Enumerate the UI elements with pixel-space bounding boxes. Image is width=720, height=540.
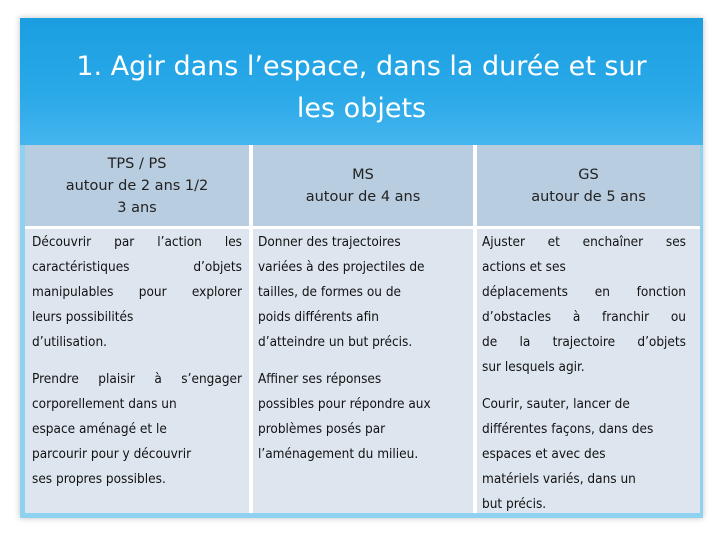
header-ms-label: MS bbox=[352, 167, 374, 183]
cell-ms-objectif-2 bbox=[258, 367, 470, 467]
text-line: d’obstacles à franchir ou bbox=[482, 309, 686, 325]
text-line: sur lesquels agir. bbox=[482, 359, 585, 375]
header-tps-ps-label: TPS / PS bbox=[107, 156, 167, 172]
text-line: de la trajectoire d’objets bbox=[482, 334, 686, 350]
text-line: caractéristiques d’objets bbox=[32, 259, 242, 275]
text-line: Courir, sauter, lancer de bbox=[482, 396, 630, 412]
text-line: espace aménagé et le bbox=[32, 421, 167, 437]
header-gs-age: autour de 5 ans bbox=[531, 189, 646, 205]
text-line: Découvrir par l’action les bbox=[32, 234, 242, 250]
text-line: différentes façons, dans des bbox=[482, 421, 654, 437]
text-line: poids différents afin bbox=[258, 309, 379, 325]
text-line: variées à des projectiles de bbox=[258, 259, 425, 275]
header-gs-label: GS bbox=[578, 167, 599, 183]
slide-title-line-2: les objets bbox=[296, 93, 427, 124]
text-line: problèmes posés par bbox=[258, 421, 386, 437]
text-line: matériels variés, dans un bbox=[482, 471, 636, 487]
cell-gs-objectif-2 bbox=[482, 392, 694, 517]
header-ms-age: autour de 4 ans bbox=[305, 189, 421, 205]
slide-title-line-1: 1. Agir dans l’espace, dans la durée et sur bbox=[76, 51, 647, 82]
text-line: parcourir pour y découvrir bbox=[32, 446, 192, 462]
text-line: d’atteindre un but précis. bbox=[258, 334, 413, 350]
text-line: d’utilisation. bbox=[32, 334, 108, 350]
text-line: Affiner ses réponses bbox=[258, 371, 382, 387]
text-line: but précis. bbox=[482, 496, 547, 512]
header-tps-ps bbox=[25, 145, 249, 227]
cell-gs-objectif-1 bbox=[482, 230, 686, 380]
cell-ms-objectif-1 bbox=[258, 230, 470, 355]
text-line: Ajuster et enchaîner ses bbox=[482, 234, 686, 250]
text-line: actions et ses bbox=[482, 259, 566, 275]
text-line: possibles pour répondre aux bbox=[258, 396, 431, 412]
text-line: leurs possibilités bbox=[32, 309, 134, 325]
cell-tps-ps-objectif-2 bbox=[32, 367, 242, 492]
text-line: tailles, de formes ou de bbox=[258, 284, 402, 300]
text-line: Prendre plaisir à s’engager bbox=[32, 371, 242, 387]
text-line: corporellement dans un bbox=[32, 396, 177, 412]
text-line: Donner des trajectoires bbox=[258, 234, 401, 250]
text-line: espaces et avec des bbox=[482, 446, 606, 462]
header-ms bbox=[253, 145, 473, 227]
slide-title bbox=[30, 46, 693, 130]
text-line: ses propres possibles. bbox=[32, 471, 166, 487]
text-line: manipulables pour explorer bbox=[32, 284, 242, 300]
text-line: déplacements en fonction bbox=[482, 284, 686, 300]
header-tps-ps-age: autour de 2 ans 1/2 bbox=[65, 178, 209, 194]
header-gs bbox=[477, 145, 700, 227]
text-line: l’aménagement du milieu. bbox=[258, 446, 419, 462]
header-tps-ps-age-2: 3 ans bbox=[117, 200, 157, 216]
cell-tps-ps-objectif-1 bbox=[32, 230, 242, 355]
